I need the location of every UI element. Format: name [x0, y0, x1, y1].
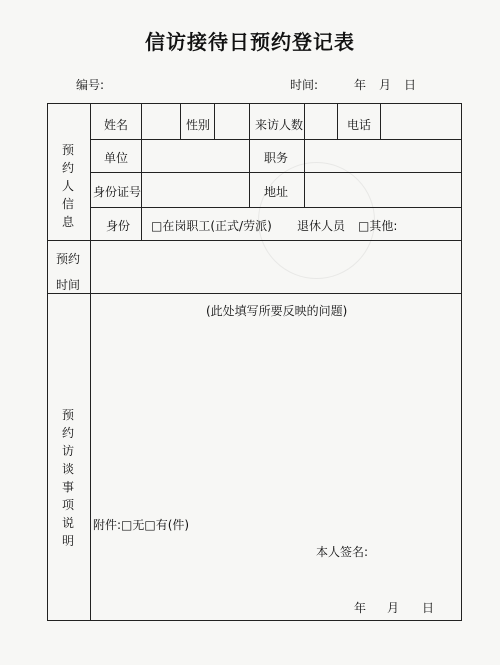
label-name: 姓名 [104, 118, 129, 132]
label-position: 职务 [264, 151, 289, 165]
matters-hint: (此处填写所要反映的问题) [206, 304, 348, 318]
label-gender: 性别 [186, 118, 211, 132]
label-phone: 电话 [347, 118, 372, 132]
table-border-top [47, 103, 462, 104]
label-identity: 身份 [106, 219, 131, 233]
rule-time-end [47, 293, 462, 294]
label-address: 地址 [264, 185, 289, 199]
label-id-number: 身份证号 [93, 185, 142, 199]
label-visitor-count: 来访人数 [255, 118, 304, 132]
identity-option-retired[interactable]: 退休人员 [297, 219, 346, 233]
identity-option-employee[interactable]: □在岗职工(正式/劳派) [151, 219, 272, 233]
rule-row3 [90, 207, 461, 208]
table-border-bottom [47, 620, 462, 621]
section-label-time-2: 时间 [56, 278, 81, 292]
identity-option-other[interactable]: □其他: [358, 219, 398, 233]
table-border-right [461, 103, 462, 621]
rule-row1 [90, 139, 461, 140]
header-year: 年 [354, 78, 367, 92]
section-label-time-1: 预约 [56, 252, 81, 266]
time-label: 时间: [290, 78, 319, 92]
signature-label: 本人签名: [316, 545, 369, 559]
rule-row2 [90, 172, 461, 173]
table-border-left [47, 103, 48, 621]
sign-month: 月 [387, 601, 400, 615]
rule-person-end [47, 240, 462, 241]
label-column-divider [90, 103, 91, 621]
attachment-line[interactable]: 附件:□无□有(件) [93, 518, 190, 532]
sign-year: 年 [354, 601, 367, 615]
form-title: 信访接待日预约登记表 [145, 30, 355, 54]
number-label: 编号: [76, 78, 105, 92]
section-label-matters: 预约访谈事项说明 [61, 408, 74, 548]
header-day: 日 [404, 78, 417, 92]
label-unit: 单位 [104, 151, 129, 165]
section-label-person: 预约人信息 [61, 143, 74, 229]
sign-day: 日 [422, 601, 435, 615]
header-month: 月 [379, 78, 392, 92]
